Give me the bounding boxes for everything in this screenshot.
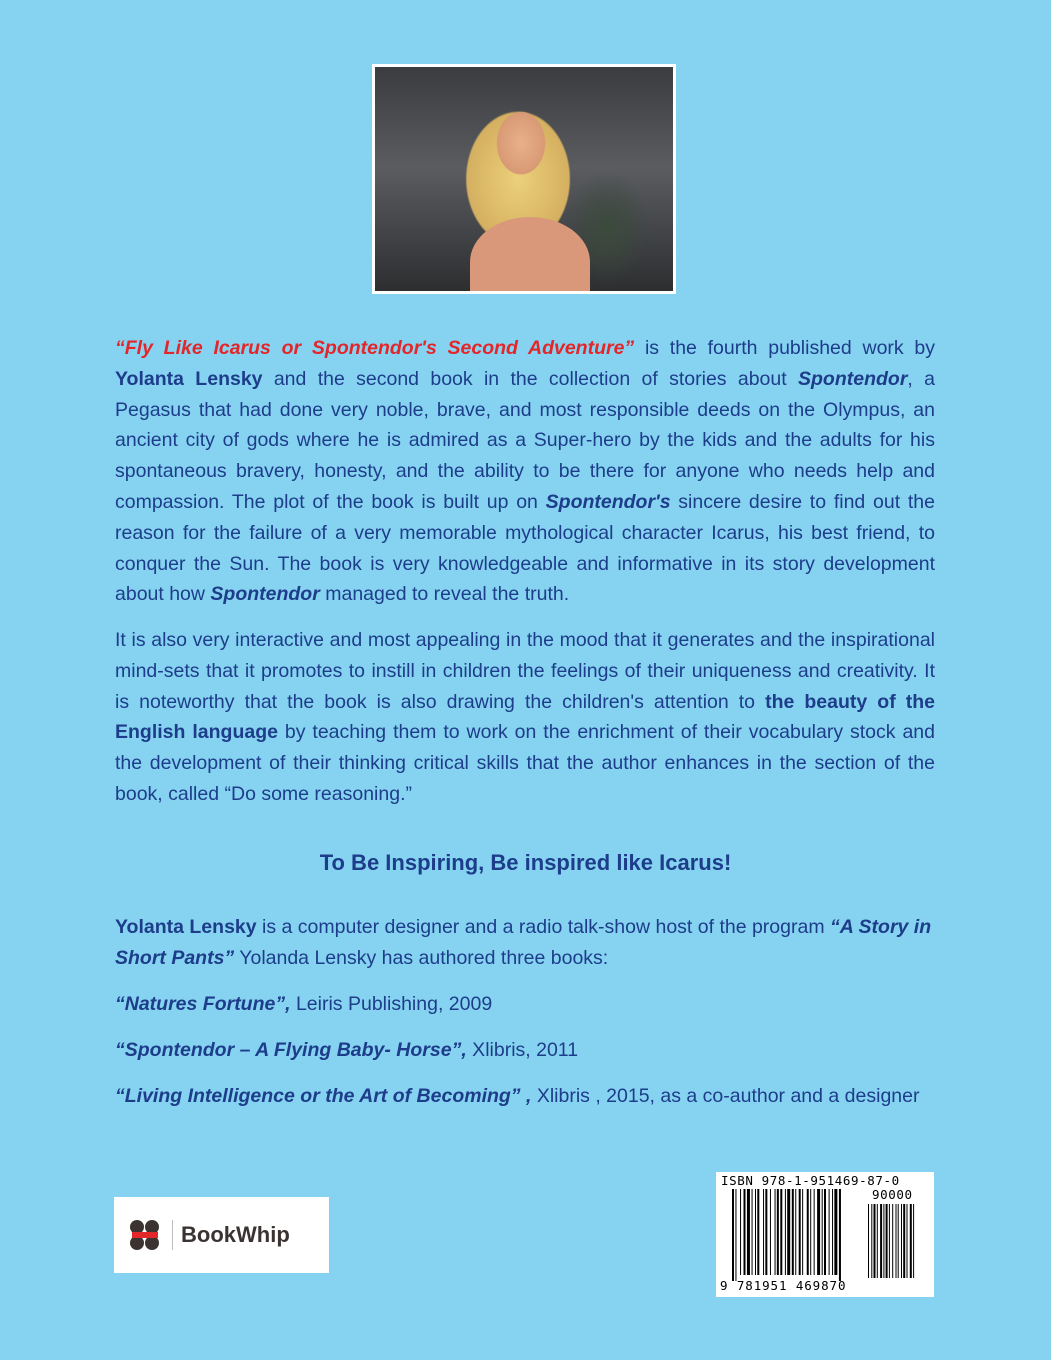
barcode-bar xyxy=(802,1189,803,1275)
barcode-bar xyxy=(880,1204,882,1278)
barcode-bar xyxy=(799,1189,801,1275)
program-name: “A Story in Short Pants” xyxy=(115,916,932,969)
barcode-bar xyxy=(747,1189,750,1275)
text-span: Yolanda Lensky has authored three books: xyxy=(234,946,609,969)
text-span: sincere desire to find out the reason for the failure of a very memorable mythological character Icarus, his best friend, to conquer the Sun. The book is very knowledgeable and informative in its story development about how xyxy=(115,490,935,606)
text-span: is the fourth published work by xyxy=(634,337,935,359)
barcode-bar xyxy=(757,1189,759,1275)
barcode-bar xyxy=(832,1189,833,1275)
barcode-bar xyxy=(810,1189,811,1275)
barcode-bar xyxy=(834,1189,837,1275)
barcode-bar xyxy=(795,1189,796,1275)
barcode-bar xyxy=(814,1189,815,1275)
ean-digits: 9 781951 469870 xyxy=(720,1278,847,1293)
book-list-item xyxy=(115,993,492,1016)
barcode-bar xyxy=(903,1204,905,1278)
barcode-bar xyxy=(735,1189,736,1281)
book-list-details: Xlibris , 2015, as a co-author and a designer xyxy=(531,1085,920,1107)
book-list-details: Xlibris, 2011 xyxy=(466,1039,579,1061)
isbn-barcode xyxy=(716,1172,934,1297)
text-span: is a computer designer and a radio talk-show host of the program xyxy=(256,916,830,938)
logo-divider xyxy=(172,1220,173,1250)
text-span: and the second book in the collection of stories about xyxy=(262,367,798,390)
barcode-bar xyxy=(874,1204,876,1278)
logo-text: BookWhip xyxy=(181,1222,290,1247)
price-code: 90000 xyxy=(872,1187,913,1202)
character-name: Spontendor xyxy=(798,367,908,390)
barcode-bar xyxy=(877,1204,878,1278)
barcode-bar xyxy=(896,1204,897,1278)
barcode-bar xyxy=(839,1189,841,1281)
book-title: “Fly Like Icarus or Spontendor's Second Adventure” xyxy=(115,337,635,359)
book-list-item xyxy=(115,1085,919,1108)
author-name: Yolanta Lensky xyxy=(115,367,263,390)
photo-figure xyxy=(470,217,590,291)
barcode-bar xyxy=(763,1189,764,1275)
barcode-bar xyxy=(780,1189,782,1275)
barcode-bar xyxy=(913,1204,914,1278)
book-list-details: Leiris Publishing, 2009 xyxy=(290,993,493,1015)
barcode-bar xyxy=(901,1204,902,1278)
barcode-bar xyxy=(787,1189,790,1275)
text-span: , a Pegasus that had done very noble, brave, and most responsible deeds on the Olympus, an ancient city of gods where he is admired as a Super-hero by the kids and the adults for his spontaneous bravery, honesty, and the ability to be there for anyone who needs help and compassion. The plot of the book is built up on xyxy=(115,367,935,513)
barcode-bar xyxy=(822,1189,823,1275)
isbn-number: ISBN 978-1-951469-87-0 xyxy=(721,1173,900,1188)
barcode-bar xyxy=(907,1204,908,1278)
tagline: To Be Inspiring, Be inspired like Icarus! xyxy=(319,850,732,875)
barcode-bar xyxy=(824,1189,826,1275)
barcode-bar xyxy=(770,1189,771,1275)
barcode-bar xyxy=(752,1189,753,1275)
character-name: Spontendor xyxy=(210,583,320,606)
barcode-bar xyxy=(807,1189,809,1275)
author-name: Yolanta Lensky xyxy=(115,916,257,938)
book-appeal-paragraph xyxy=(115,625,935,810)
barcode-bar xyxy=(732,1189,734,1281)
barcode-bar xyxy=(889,1204,890,1278)
barcode-bar xyxy=(777,1189,779,1275)
barcode-bar xyxy=(817,1189,820,1275)
text-span: managed to reveal the truth. xyxy=(319,583,570,606)
text-span: by teaching them to work on the enrichment of their vocabulary stock and the development of their thinking critical skills that the author enhances in the section of the book, called “Do some reasoning.” xyxy=(115,721,935,805)
book-list-item xyxy=(115,1039,578,1062)
barcode-bar xyxy=(829,1189,830,1275)
character-name: Spontendor's xyxy=(545,490,671,513)
author-photo xyxy=(375,67,673,291)
book-list-title: “Spontendor – A Flying Baby- Horse”, xyxy=(115,1039,467,1061)
barcode-bar xyxy=(755,1189,756,1275)
barcode-bar xyxy=(792,1189,794,1275)
book-list-title: “Living Intelligence or the Art of Becoming” , xyxy=(115,1085,532,1107)
author-photo-frame xyxy=(372,64,676,294)
barcode-bar xyxy=(898,1204,899,1278)
bookwhip-logo-icon xyxy=(128,1218,162,1252)
barcode-bar xyxy=(868,1204,869,1278)
text-span: It is also very interactive and most appealing in the mood that it generates and the inspirational mind-sets that it promotes to instill in children the feelings of their uniqueness and creativity. It is noteworthy that the book is also drawing the children's attention to xyxy=(115,629,935,713)
barcode-bar xyxy=(775,1189,776,1275)
barcode-bar xyxy=(892,1204,893,1278)
barcode-bar xyxy=(871,1204,872,1278)
barcode-bar xyxy=(765,1189,767,1275)
barcode-bar xyxy=(744,1189,746,1275)
barcode-bar xyxy=(785,1189,786,1275)
book-list-title: “Natures Fortune”, xyxy=(115,993,291,1015)
book-description-paragraph xyxy=(115,333,935,610)
barcode-bar xyxy=(910,1204,912,1278)
highlight-text: the beauty of the English language xyxy=(115,690,936,744)
author-bio-paragraph xyxy=(115,912,935,974)
publisher-logo xyxy=(114,1197,329,1273)
barcode-bar xyxy=(883,1204,884,1278)
barcode-bar xyxy=(740,1189,741,1275)
barcode-bar xyxy=(886,1204,888,1278)
